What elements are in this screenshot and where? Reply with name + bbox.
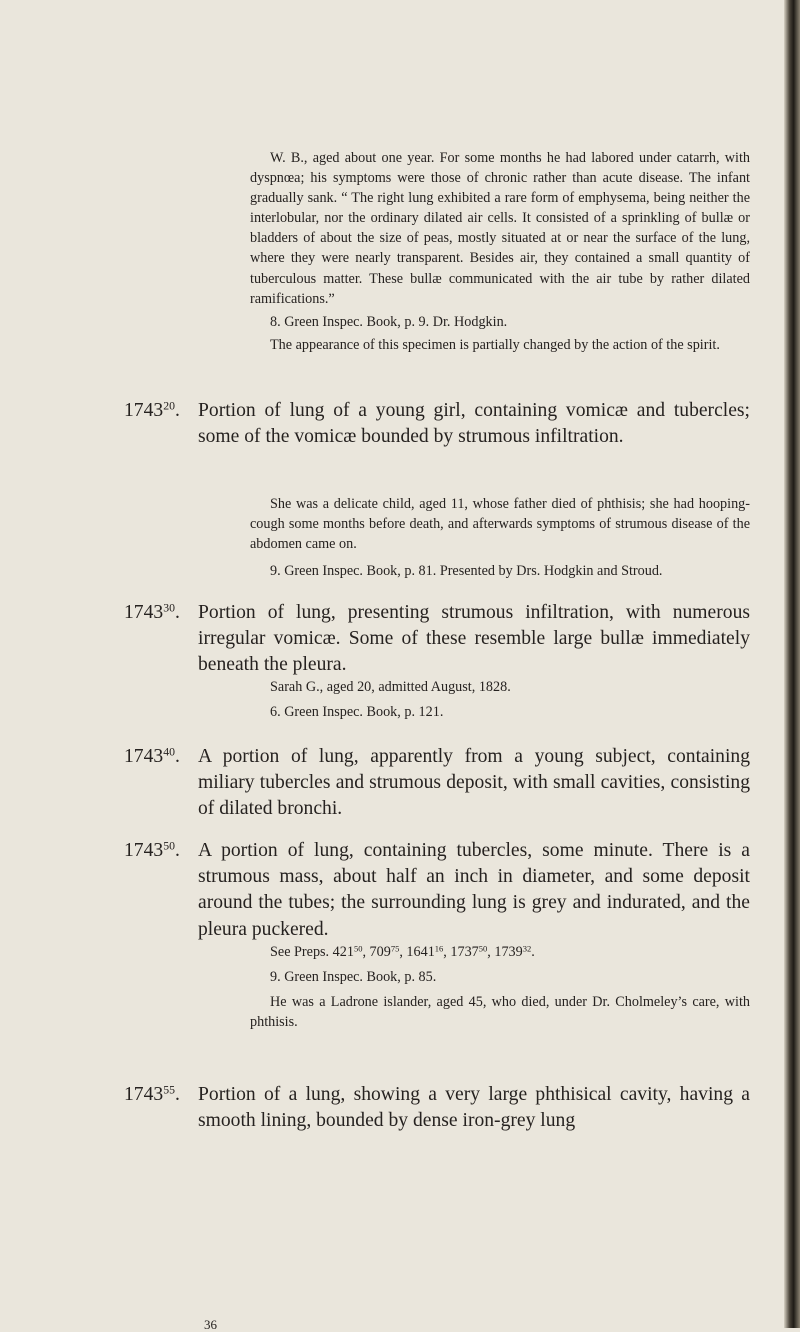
- entry-number: 1743$^{30}$.: [124, 601, 180, 623]
- catalogue-entry: [124, 838, 750, 943]
- entry-title: Portion of a lung, showing a very large phthisical cavity, having a smooth lining, bounded by dense iron-grey lung: [198, 1084, 750, 1132]
- entry-number: 1743$^{55}$.: [124, 1083, 180, 1105]
- case-note: The appearance of this specimen is partially changed by the action of the spirit.: [270, 336, 720, 353]
- catalogue-entry: [124, 744, 750, 823]
- entry-title: A portion of lung, apparently from a young subject, containing miliary tubercles and strumous deposit, with small cavities, consisting of dilated bronchi.: [198, 746, 750, 820]
- catalogue-entry: [124, 398, 750, 450]
- case-reference: 8. Green Inspec. Book, p. 9. Dr. Hodgkin.: [270, 313, 508, 330]
- entry-notes: [250, 677, 750, 722]
- catalogue-entry: [124, 600, 750, 679]
- entry-number: 1743$^{50}$.: [124, 839, 180, 861]
- entry-number: 1743$^{20}$.: [124, 399, 180, 421]
- entry-number: 1743$^{40}$.: [124, 745, 180, 767]
- entry-notes: [250, 494, 750, 581]
- entry-note: He was a Ladrone islander, aged 45, who died, under Dr. Cholmeley’s care, with phthisis.: [250, 994, 750, 1031]
- entry-reference: 9. Green Inspec. Book, p. 81. Presented by Drs. Hodgkin and Stroud.: [270, 563, 663, 580]
- entry-title: Portion of lung of a young girl, containing vomicæ and tubercles; some of the vomicæ bounded by strumous infiltration.: [198, 400, 750, 448]
- entry-note: She was a delicate child, aged 11, whose father died of phthisis; she had hooping-cough some months before death, and afterwards symptoms of strumous disease of the abdomen came on.: [250, 496, 750, 553]
- catalogue-entry: [124, 1082, 750, 1134]
- case-history-wb: [250, 148, 750, 355]
- entry-title: A portion of lung, containing tubercles, some minute. There is a strumous mass, about half an inch in diameter, and some deposit around the tubes; the surrounding lung is grey and indurated, and the pleura puckered.: [198, 840, 750, 940]
- see-preps: See Preps. $421^{50}$, $709^{75}$, 1641$^{16}$, 1737$^{50}$, 1739$^{32}$.: [270, 943, 535, 960]
- book-spine-shadow: [784, 0, 800, 1328]
- case-paragraph: W. B., aged about one year. For some months he had labored under catarrh, with dyspnœa; his symptoms were those of chronic rather than acute disease. The infant gradually sank. “ The right lung exhibited a rare form of emphysema, being neither the interlobular, nor the ordinary dilated air cells. It consisted of a sprinkling of bullæ or bladders of about the size of peas, mostly situated at or near the surface of the lung, where they were nearly transparent. Besides air, they contained a small quantity of tuberculous matter. These bullæ communicated with the air tube by rather dilated ramifications.”: [250, 150, 750, 307]
- entry-reference: 9. Green Inspec. Book, p. 85.: [270, 969, 437, 986]
- page-number: 36: [204, 1317, 217, 1332]
- entry-reference: 6. Green Inspec. Book, p. 121.: [270, 704, 444, 721]
- entry-note: Sarah G., aged 20, admitted August, 1828.: [270, 679, 511, 695]
- entry-title: Portion of lung, presenting strumous infiltration, with numerous irregular vomicæ. Some of these resemble large bullæ immediately beneath the pleura.: [198, 602, 750, 676]
- entry-notes: [250, 942, 750, 1032]
